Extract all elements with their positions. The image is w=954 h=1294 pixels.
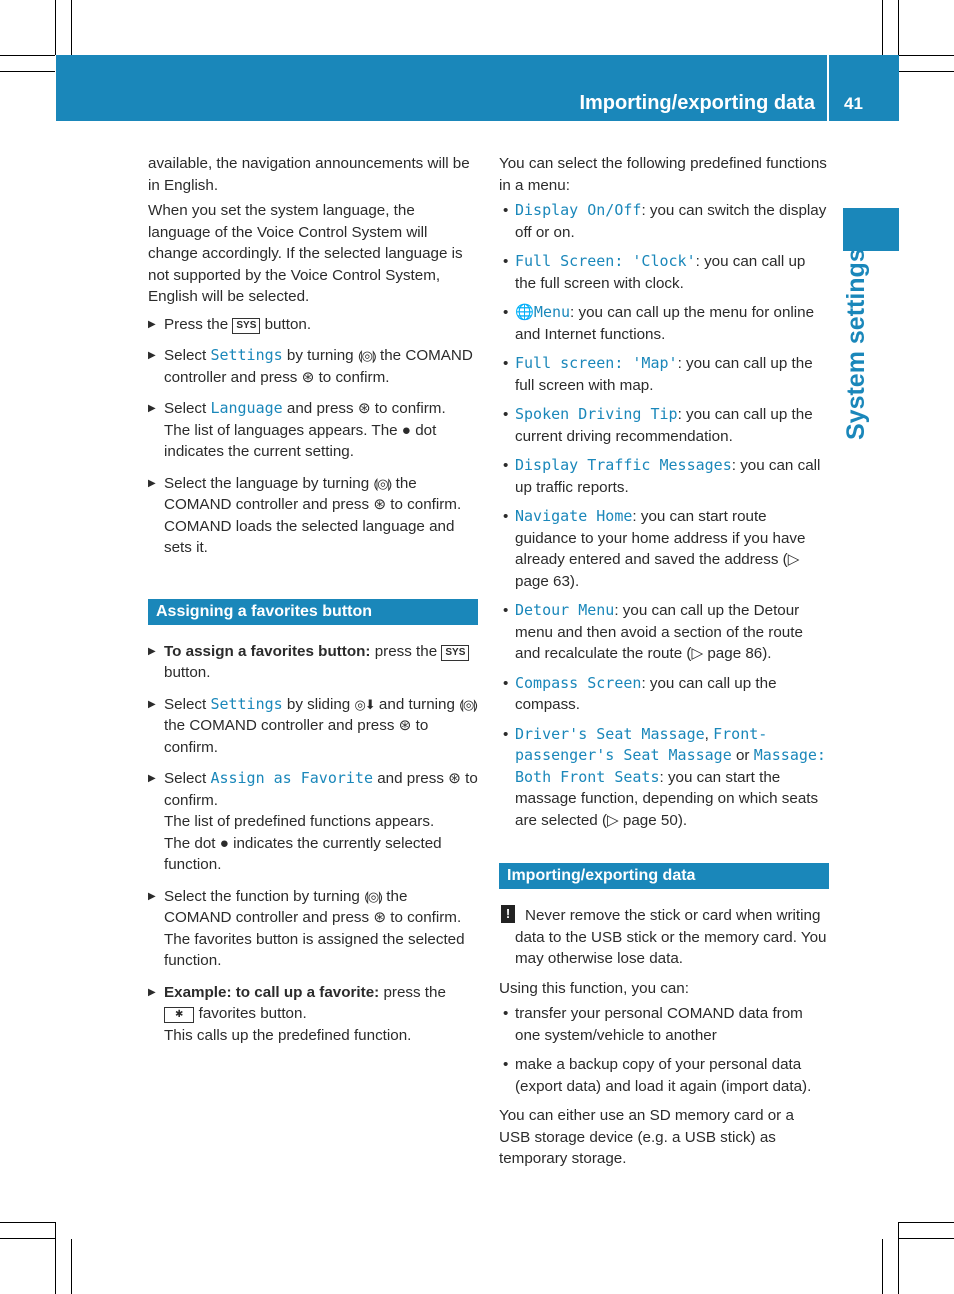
function-name: Driver's Seat Massage xyxy=(515,724,705,743)
globe-icon: 🌐 xyxy=(515,304,534,321)
step xyxy=(148,886,478,972)
list-item: • Full screen: 'Map': you can call up the full screen with map. xyxy=(503,354,813,394)
step-text: Select the language by turning xyxy=(164,474,374,492)
crop-mark xyxy=(0,71,55,72)
side-tab-label: System settings xyxy=(842,248,870,440)
press-controller-icon: ⊛ xyxy=(448,770,461,787)
function-desc: : you can call up the current driving recommendation. xyxy=(515,406,813,445)
step-text: Select the function by turning xyxy=(164,887,365,905)
step-text: and press xyxy=(373,770,449,787)
step-arrow-icon: ▶ xyxy=(148,890,156,902)
paragraph: When you set the system language, the language of the Voice Control System will change accordingly. If the selected language is not supported by the Voice Control System, English will be selected. xyxy=(148,202,463,305)
function-desc: : you can call up the menu for online and Internet functions. xyxy=(515,304,815,343)
function-name: Navigate Home xyxy=(515,507,633,525)
function-name: Menu xyxy=(533,303,571,321)
function-desc: : you can start route guidance to your home address if you have already entered and saved the address (▷ page 63). xyxy=(515,508,806,590)
step-text: Press the xyxy=(164,315,233,333)
usage-text: transfer your personal COMAND data from one system/vehicle to another xyxy=(515,1005,803,1044)
function-name: Front-passenger's Seat Massage xyxy=(515,724,768,764)
turn-controller-icon: ⟬◎⟭ xyxy=(357,348,376,363)
step xyxy=(148,694,478,759)
crop-mark xyxy=(898,0,899,55)
function-name: Full screen: 'Map' xyxy=(515,354,678,372)
step-text: to confirm. xyxy=(386,496,462,513)
step-text: press the xyxy=(370,642,442,660)
step-text: Select xyxy=(164,400,211,417)
step-result: COMAND loads the selected language and sets it. xyxy=(164,517,455,556)
paragraph: available, the navigation announcements will be in English. xyxy=(148,155,470,194)
crop-mark xyxy=(899,1238,954,1239)
function-name: Massage: Both Front Seats xyxy=(515,746,826,786)
turn-controller-icon: ⟬◎⟭ xyxy=(364,888,383,904)
step-text: to confirm. xyxy=(370,400,446,417)
paragraph: Using this function, you can: xyxy=(499,979,689,997)
crop-mark xyxy=(71,1239,72,1294)
warning-note xyxy=(499,905,829,970)
crop-mark xyxy=(899,1222,954,1223)
step-lead: To assign a favorites button: xyxy=(164,642,371,660)
page-title: Importing/exporting data xyxy=(579,92,815,114)
step-result: The dot ● indicates the currently selected function. xyxy=(164,834,442,873)
press-controller-icon: ⊛ xyxy=(373,496,387,513)
function-desc: : you can start the massage function, depending on which seats are selected (▷ page 50). xyxy=(515,768,819,829)
step-text: Select xyxy=(164,347,211,364)
step-text: button. xyxy=(164,664,211,681)
menu-item-assign-favorite: Assign as Favorite xyxy=(210,769,373,787)
list-item: • make a backup copy of your personal data (export data) and load it again (import data). xyxy=(503,1056,812,1095)
function-desc: : you can call up the Detour menu and then avoid a section of the route and recalculate the route (▷ page 86). xyxy=(515,602,803,662)
step-text: the COMAND controller and press xyxy=(164,347,473,386)
press-controller-icon: ⊛ xyxy=(373,909,387,926)
step-text: the COMAND controller and press xyxy=(164,474,417,513)
step-arrow-icon: ▶ xyxy=(148,773,156,784)
step xyxy=(148,398,478,463)
crop-mark xyxy=(71,0,72,55)
list-item: • Display Traffic Messages: you can call up traffic reports. xyxy=(503,456,821,496)
paragraph: You can either use an SD memory card or a USB storage device (e.g. a USB stick) as temporary storage. xyxy=(499,1107,794,1167)
step xyxy=(148,473,478,559)
crop-mark xyxy=(0,55,55,56)
separator-text: , xyxy=(704,725,714,743)
usage-list xyxy=(499,1003,829,1097)
paragraph: You can select the following predefined functions in a menu: xyxy=(499,155,827,194)
section-heading: Importing/exporting data xyxy=(499,863,829,889)
step xyxy=(148,768,478,876)
list-item: • Compass Screen: you can call up the compass. xyxy=(503,673,777,713)
list-item: • Navigate Home: you can start route guidance to your home address if you have already entered and saved the address (▷ page 63). xyxy=(503,507,806,590)
usage-text: make a backup copy of your personal data (export data) and load it again (import data). xyxy=(515,1056,812,1095)
step-text: by turning xyxy=(282,347,358,364)
press-controller-icon: ⊛ xyxy=(301,368,315,386)
list-item: • 🌐Menu: you can call up the menu for online and Internet functions. xyxy=(503,303,815,343)
crop-mark xyxy=(899,55,954,56)
crop-mark xyxy=(55,1222,56,1294)
step-text: the COMAND controller and press xyxy=(164,887,408,926)
step-text: by sliding xyxy=(282,695,355,713)
step-text: the COMAND controller and press xyxy=(164,717,399,734)
step-text: to confirm. xyxy=(314,368,390,386)
menu-item-language: Language xyxy=(210,399,283,417)
menu-item-settings: Settings xyxy=(210,346,283,364)
separator-text: or xyxy=(731,747,754,764)
turn-controller-icon: ⟬◎⟭ xyxy=(459,696,478,712)
function-desc: : you can call up the full screen with map. xyxy=(515,355,813,394)
step-result: This calls up the predefined function. xyxy=(164,1026,412,1044)
list-item: • Full Screen: 'Clock': you can call up the full screen with clock. xyxy=(503,252,806,292)
function-name: Spoken Driving Tip xyxy=(515,405,678,423)
step-text: and turning xyxy=(374,695,460,713)
step-text: favorites button. xyxy=(194,1005,307,1022)
list-item: • Spoken Driving Tip: you can call up the current driving recommendation. xyxy=(503,405,813,445)
page-header xyxy=(56,55,899,121)
function-name: Compass Screen xyxy=(515,673,642,692)
step-result: The list of predefined functions appears. xyxy=(164,813,435,830)
favorites-button-icon: ✱ xyxy=(164,1007,194,1023)
step-arrow-icon: ▶ xyxy=(148,645,156,657)
function-name: Display On/Off xyxy=(515,201,642,219)
right-column xyxy=(499,153,829,1174)
sys-button-icon: SYS xyxy=(441,645,469,661)
side-tab-marker xyxy=(843,208,899,251)
step-text: Select xyxy=(164,770,211,787)
step-text: press the xyxy=(379,983,446,1001)
function-desc: : you can call up the full screen with clock. xyxy=(515,253,806,292)
section-heading: Assigning a favorites button xyxy=(148,599,478,625)
function-list xyxy=(499,200,829,831)
step-text: to confirm. xyxy=(386,909,462,926)
step-result: The favorites button is assigned the selected function. xyxy=(164,930,465,969)
turn-controller-icon: ⟬◎⟭ xyxy=(373,475,392,491)
step-text: and press xyxy=(282,400,358,417)
step-result: The list of languages appears. The ● dot indicates the current setting. xyxy=(164,421,437,460)
crop-mark xyxy=(898,1222,899,1294)
step-arrow-icon: ▶ xyxy=(148,350,156,361)
step-arrow-icon: ▶ xyxy=(148,318,156,330)
step-text: to confirm. xyxy=(164,770,478,809)
page-number: 41 xyxy=(844,94,863,113)
list-item: • transfer your personal COMAND data from one system/vehicle to another xyxy=(503,1005,803,1044)
step-text: to confirm. xyxy=(164,717,429,756)
step-arrow-icon: ▶ xyxy=(148,403,156,414)
press-controller-icon: ⊛ xyxy=(357,400,371,417)
function-name: Display Traffic Messages xyxy=(515,456,732,474)
header-divider xyxy=(827,55,829,121)
sys-button-icon: SYS xyxy=(232,318,260,334)
crop-mark xyxy=(55,0,56,55)
step-lead: Example: to call up a favorite: xyxy=(164,983,380,1001)
press-controller-icon: ⊛ xyxy=(398,717,412,734)
crop-mark xyxy=(882,0,883,55)
step xyxy=(148,641,478,684)
crop-mark xyxy=(0,1222,55,1223)
slide-controller-icon: ◎⬇ xyxy=(354,696,375,712)
warning-icon: ! xyxy=(501,905,515,923)
function-desc: : you can call up the compass. xyxy=(515,674,777,713)
left-column xyxy=(148,153,478,1056)
list-item: • Detour Menu: you can call up the Detour menu and then avoid a section of the route and recalculate the route (▷ page 86). xyxy=(503,601,803,662)
list-item: • Driver's Seat Massage, Front-passenger's Seat Massage or Massage: Both Front Seats: you can start the massage function, depending on which seats are selected (▷ page 50). xyxy=(503,724,826,829)
step xyxy=(148,345,478,388)
favorites-steps xyxy=(148,641,478,1047)
function-desc: : you can switch the display off or on. xyxy=(515,202,827,241)
step xyxy=(148,314,478,336)
step-arrow-icon: ▶ xyxy=(148,698,156,710)
step-text: Select xyxy=(164,695,211,713)
function-desc: : you can call up traffic reports. xyxy=(515,457,821,496)
crop-mark xyxy=(899,71,954,72)
function-name: Full Screen: 'Clock' xyxy=(515,252,696,270)
list-item: • Display On/Off: you can switch the display off or on. xyxy=(503,201,827,241)
step-arrow-icon: ▶ xyxy=(148,986,156,998)
step-text: button. xyxy=(260,315,312,333)
language-steps xyxy=(148,314,478,559)
function-name: Detour Menu xyxy=(515,601,615,619)
crop-mark xyxy=(0,1238,55,1239)
step xyxy=(148,982,478,1047)
menu-item-settings: Settings xyxy=(210,694,283,713)
step-arrow-icon: ▶ xyxy=(148,477,156,489)
crop-mark xyxy=(882,1239,883,1294)
warning-text: Never remove the stick or card when writing data to the USB stick or the memory card. You may otherwise lose data. xyxy=(515,907,827,967)
